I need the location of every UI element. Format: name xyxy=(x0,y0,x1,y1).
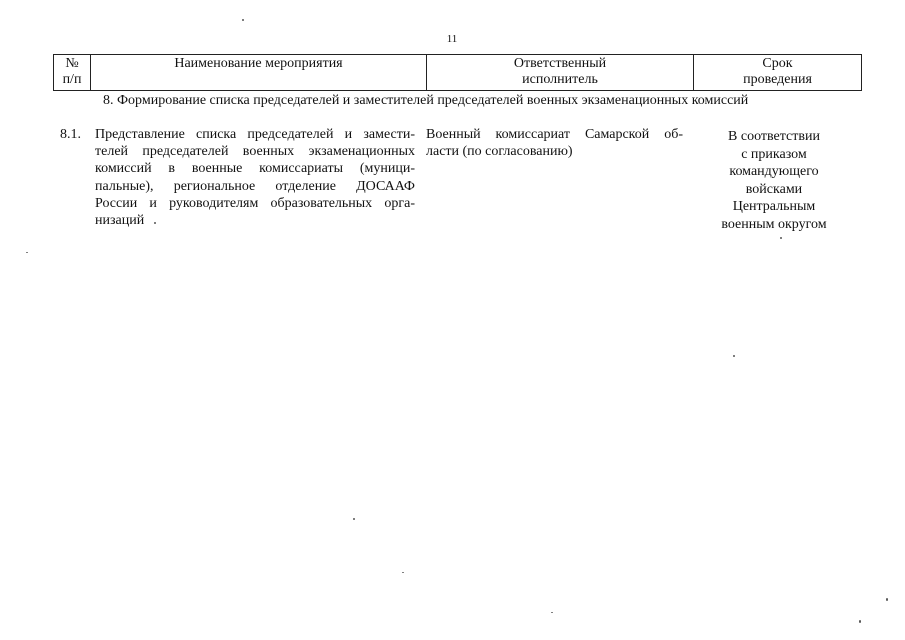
scan-speck xyxy=(733,355,735,357)
term-line: войсками xyxy=(745,181,803,197)
responsible-line: Военный комиссариат Самарской об- xyxy=(426,127,683,142)
scan-speck xyxy=(551,612,553,613)
scan-speck xyxy=(242,19,244,21)
scan-speck xyxy=(402,572,404,573)
term-line: военным округом xyxy=(721,216,827,232)
scan-speck xyxy=(886,598,888,601)
scan-speck xyxy=(154,222,156,224)
row-activity-name xyxy=(95,126,415,229)
activity-line: Представление списка председателей и замести- xyxy=(95,127,415,142)
responsible-line: ласти (по согласованию) xyxy=(426,144,573,160)
header-cell-number xyxy=(54,55,91,91)
header-cell-responsible xyxy=(427,55,694,91)
row-number: 8.1. xyxy=(60,127,81,142)
section-title: 8. Формирование списка председателей и заместителей председателей военных экзаменационных комиссий xyxy=(103,93,749,108)
term-line: Центральным xyxy=(732,199,816,215)
header-cell-name xyxy=(91,55,427,91)
activity-line: комиссий в военные комиссариаты (муници- xyxy=(95,161,415,177)
scan-speck xyxy=(859,620,861,623)
header-number-line: п/п xyxy=(62,72,82,87)
term-line: В соответствии xyxy=(728,129,820,144)
header-term-line: проведения xyxy=(743,72,812,87)
activity-line: телей председателей военных экзаменационных xyxy=(95,144,415,160)
term-line: командующего xyxy=(729,164,819,180)
page-number: 11 xyxy=(446,33,458,45)
header-responsible-line: исполнитель xyxy=(522,72,598,87)
header-cell-term xyxy=(694,55,862,91)
term-line: с приказом xyxy=(741,146,807,162)
header-name-label: Наименование мероприятия xyxy=(174,56,343,71)
header-responsible-line: Ответственный xyxy=(513,56,607,71)
activity-line: России и руководителям образовательных орга- xyxy=(95,195,415,211)
scan-speck xyxy=(780,237,782,239)
row-term xyxy=(700,128,848,234)
table-header xyxy=(53,54,862,91)
activity-line: пальные), региональное отделение ДОСААФ xyxy=(95,178,415,194)
activity-line: низаций xyxy=(95,213,145,229)
scan-speck xyxy=(353,518,355,520)
header-term-line: Срок xyxy=(762,56,793,71)
row-responsible xyxy=(426,126,683,160)
header-number-line: № xyxy=(65,56,79,71)
scan-speck xyxy=(26,252,28,253)
